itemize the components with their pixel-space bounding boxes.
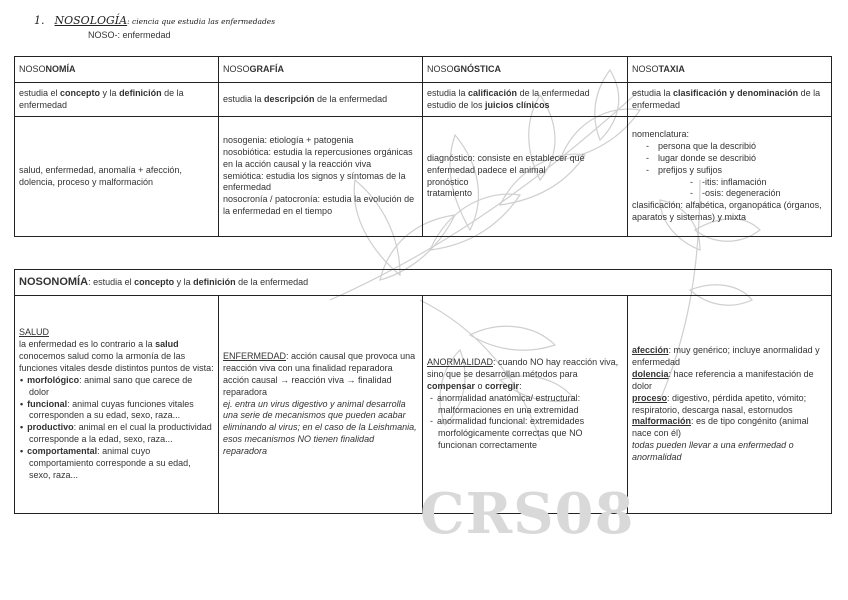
header-nosognostica: NOSOGNÓSTICA bbox=[423, 57, 628, 83]
table-header-row bbox=[15, 270, 832, 296]
abnormality-list bbox=[427, 393, 623, 452]
salud-cell: SALUD la enfermedad es lo contrario a la salud conocemos salud como la armonía de las funciones vitales desde distintos puntos de vista: • morfológico: animal sano que carece de dolor • funcional: animal cuyas funciones vitales corresponden a su edad, sexo, raza... • productivo: animal en el cual la productividad corresponde a la edad, sexo, raza... • comportamental: animal cuyo comportamiento corresponde a su edad, sexo, raza... bbox=[15, 296, 219, 514]
header-nosografia: NOSOGRAFÍA bbox=[219, 57, 423, 83]
cell-paragraph: acción causal → reacción viva → finalidad reparadora bbox=[223, 374, 392, 397]
list-item: nosogenia: etiología + patogenia bbox=[223, 134, 354, 145]
definition-cell: estudia la calificación de la enfermedad estudio de los juicios clínicos bbox=[423, 83, 628, 117]
list-item: - -itis: inflamación bbox=[704, 177, 827, 189]
example-text: ej. entra un virus digestivo y animal desarrolla una serie de mecanismos que pueden acabar eliminando al virus; en el caso de la Leishmania, esos mecanismos NO tienen finalidad reparadora bbox=[223, 398, 417, 457]
list-item: - prefijos y sufijos bbox=[660, 165, 827, 177]
nosology-overview-table bbox=[14, 56, 832, 237]
classification-text: clasificación: alfabética, organopática (órganos, aparatos y sistemas) y mixta bbox=[632, 200, 822, 223]
list-item: • productivo: animal en el cual la productividad corresponde a la edad, sexo, raza... bbox=[29, 422, 214, 446]
list-item: - anormalidad funcional: extremidades morfológicamente correctas que NO funcionan correctamente bbox=[438, 416, 623, 452]
list-item: tratamiento bbox=[427, 188, 473, 199]
list-item: nosocronía / patocronía: estudia la evolución de la enfermedad en el tiempo bbox=[223, 194, 415, 217]
list-intro: nomenclatura: bbox=[632, 129, 690, 139]
table-row bbox=[15, 117, 832, 237]
cell-title: SALUD bbox=[19, 327, 50, 338]
section-title: NOSOLOGÍA bbox=[54, 14, 128, 27]
header-nosotaxia: NOSOTAXIA bbox=[628, 57, 832, 83]
header-nosonomia: NOSONOMÍA bbox=[15, 57, 219, 83]
table-header-row bbox=[15, 57, 832, 83]
list-item: - -osis: degeneración bbox=[704, 188, 827, 200]
anormalidad-cell: ANORMALIDAD: cuando NO hay reacción viva, sino que se desarrollan métodos para compensar o corregir: - anormalidad anatómica/ estructural: malformaciones en una extremidad - anormalidad funcional: extremidades morfológicamente correctas que NO funcionan correctamente bbox=[423, 296, 628, 514]
suffix-list bbox=[632, 177, 827, 201]
list-item: • morfológico: animal sano que carece de dolor bbox=[29, 375, 214, 399]
list-item: pronóstico bbox=[427, 176, 469, 187]
list-item: - anormalidad anatómica/ estructural: malformaciones en una extremidad bbox=[438, 393, 623, 417]
watermark-text: CRS08 bbox=[420, 481, 635, 547]
content-cell: salud, enfermedad, anomalía + afección, dolencia, proceso y malformación bbox=[15, 117, 219, 237]
list-item: - persona que la describió bbox=[660, 141, 827, 153]
section-heading bbox=[34, 14, 275, 29]
note-text: todas pueden llevar a una enfermedad o anormalidad bbox=[632, 440, 794, 462]
content-cell bbox=[423, 117, 628, 237]
list-item: - lugar donde se describió bbox=[660, 153, 827, 165]
content-cell bbox=[628, 117, 832, 237]
nomenclature-list bbox=[632, 141, 827, 177]
list-item: • funcional: animal cuyas funciones vitales corresponden a su edad, sexo, raza... bbox=[29, 399, 214, 423]
enfermedad-cell: ENFERMEDAD: acción causal que provoca una reacción viva con una finalidad reparadora acción causal → reacción viva → finalidad reparadora ej. entra un virus digestivo y animal desarrolla una serie de mecanismos que pueden acabar eliminando al virus; en el caso de la Leishmania, esos mecanismos NO tienen finalidad reparadora bbox=[219, 296, 423, 514]
table-row bbox=[15, 83, 832, 117]
definition-cell: estudia la clasificación y denominación de la enfermedad bbox=[628, 83, 832, 117]
terms-cell: afección: muy genérico; incluye anormalidad y enfermedad dolencia: hace referencia a manifestación de dolor proceso: digestivo, pérdida apetito, vómito; respiratorio, descarga nasal, estornudos malformación: es de tipo congénito (animal nace con él) todas pueden llevar a una enfermedad o anormalidad bbox=[628, 296, 832, 514]
prefix-definition: NOSO-: enfermedad bbox=[88, 30, 171, 40]
section-number: 1. bbox=[34, 14, 45, 27]
definition-cell: estudia el concepto y la definición de la enfermedad bbox=[15, 83, 219, 117]
content-cell bbox=[219, 117, 423, 237]
list-item: nosobiótica: estudia la repercusiones orgánicas en la acción causal y la reacción viva bbox=[223, 146, 413, 169]
list-item: semiótica: estudia los signos y síntomas de la enfermedad bbox=[223, 170, 406, 193]
health-viewpoints-list bbox=[19, 375, 214, 482]
cell-paragraph: conocemos salud como la armonía de las funciones vitales desde distintos puntos de vista: bbox=[19, 351, 214, 373]
list-item: diagnóstico: consiste en establecer qué enfermedad padece el animal bbox=[427, 152, 585, 175]
definition-cell: estudia la descripción de la enfermedad bbox=[219, 83, 423, 117]
nosonomia-header: NOSONOMÍA: estudia el concepto y la definición de la enfermedad bbox=[15, 270, 832, 296]
list-item: • comportamental: animal cuyo comportamiento corresponde a su edad, sexo, raza... bbox=[29, 446, 214, 482]
section-subtitle: : ciencia que estudia las enfermedades bbox=[127, 17, 276, 26]
